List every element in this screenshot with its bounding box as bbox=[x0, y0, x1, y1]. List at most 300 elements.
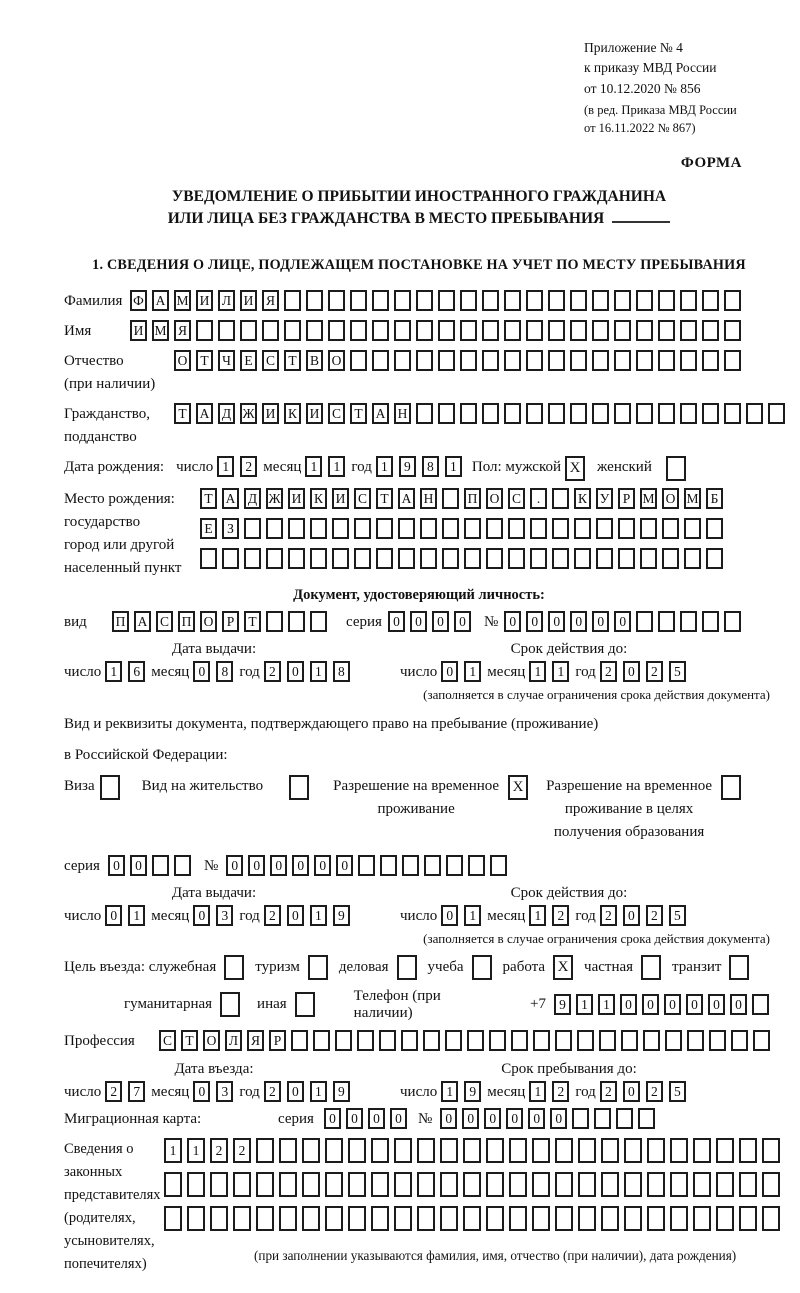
char-box bbox=[196, 320, 213, 341]
char-box: 0 bbox=[287, 1081, 304, 1102]
char-box: Р bbox=[222, 611, 239, 632]
surname-boxes bbox=[130, 290, 746, 311]
residence-doc-date-headings bbox=[64, 885, 774, 902]
char-box: 2 bbox=[233, 1138, 251, 1163]
char-box bbox=[357, 1030, 374, 1051]
char-box bbox=[482, 350, 499, 371]
char-box bbox=[670, 1138, 688, 1163]
migration-card-label: Миграционная карта: bbox=[64, 1110, 202, 1127]
char-box bbox=[570, 403, 587, 424]
char-box: А bbox=[134, 611, 151, 632]
surname-label: Фамилия bbox=[64, 292, 123, 309]
surname-row bbox=[64, 290, 774, 313]
patronymic-row bbox=[64, 350, 774, 396]
char-box: 1 bbox=[187, 1138, 205, 1163]
char-box bbox=[570, 290, 587, 311]
char-box bbox=[647, 1206, 665, 1231]
char-box: Т bbox=[350, 403, 367, 424]
char-box bbox=[442, 548, 459, 569]
char-box: 0 bbox=[440, 1108, 457, 1129]
char-box bbox=[647, 1138, 665, 1163]
char-box bbox=[440, 1206, 458, 1231]
month-label: месяц bbox=[487, 1083, 526, 1100]
char-box bbox=[680, 611, 697, 632]
char-box bbox=[638, 1108, 655, 1129]
annex-line: от 10.12.2020 № 856 bbox=[584, 80, 701, 96]
day-label: число bbox=[400, 1083, 438, 1100]
char-box bbox=[460, 320, 477, 341]
char-box bbox=[702, 611, 719, 632]
day-label: число bbox=[64, 1083, 102, 1100]
char-box: Е bbox=[200, 518, 217, 539]
char-box bbox=[618, 518, 635, 539]
doc-number-label: № bbox=[483, 613, 499, 630]
char-box: 0 bbox=[292, 855, 309, 876]
entry-date-headings bbox=[64, 1061, 774, 1078]
char-box bbox=[256, 1138, 274, 1163]
checkbox-other bbox=[295, 992, 315, 1017]
birth-date-label: Дата рождения: bbox=[64, 458, 165, 475]
char-box bbox=[394, 1138, 412, 1163]
char-box: 0 bbox=[336, 855, 353, 876]
char-box bbox=[552, 518, 569, 539]
char-box bbox=[164, 1172, 182, 1197]
visa-label: Виза bbox=[64, 777, 95, 794]
char-box bbox=[486, 548, 503, 569]
char-box bbox=[354, 518, 371, 539]
char-box: 0 bbox=[462, 1108, 479, 1129]
char-box bbox=[621, 1030, 638, 1051]
permit-issue-day-boxes bbox=[105, 905, 151, 928]
char-box: 0 bbox=[432, 611, 449, 632]
char-box: И bbox=[262, 403, 279, 424]
permit-valid-year-boxes bbox=[600, 905, 692, 928]
char-box: 0 bbox=[105, 905, 122, 926]
char-box: 1 bbox=[552, 661, 569, 682]
char-box: 9 bbox=[333, 905, 350, 926]
char-box bbox=[636, 403, 653, 424]
identity-doc-dates-row bbox=[64, 661, 774, 684]
char-box bbox=[624, 1206, 642, 1231]
char-box: 9 bbox=[399, 456, 416, 477]
char-box bbox=[401, 1030, 418, 1051]
char-box bbox=[482, 403, 499, 424]
char-box bbox=[398, 518, 415, 539]
char-box bbox=[555, 1030, 572, 1051]
citizenship-row bbox=[64, 403, 774, 449]
char-box bbox=[594, 1108, 611, 1129]
stay-until-heading: Срок пребывания до: bbox=[501, 1060, 637, 1077]
char-box bbox=[548, 350, 565, 371]
patronymic-boxes bbox=[174, 350, 746, 371]
char-box: 5 bbox=[669, 905, 686, 926]
char-box bbox=[218, 320, 235, 341]
checkbox-commercial bbox=[397, 955, 417, 980]
representatives-row bbox=[64, 1138, 774, 1276]
title-blank-underline bbox=[612, 209, 670, 223]
char-box: Ч bbox=[218, 350, 235, 371]
char-box bbox=[463, 1206, 481, 1231]
char-box: 0 bbox=[664, 994, 681, 1015]
char-box: 1 bbox=[328, 456, 345, 477]
permit-issue-month-boxes bbox=[193, 905, 239, 928]
char-box bbox=[614, 403, 631, 424]
day-label: число bbox=[400, 663, 438, 680]
char-box bbox=[380, 855, 397, 876]
char-box: 0 bbox=[441, 661, 458, 682]
birth-place-row bbox=[64, 488, 774, 580]
mc-series-boxes bbox=[324, 1108, 412, 1129]
doc-issue-month-boxes bbox=[193, 661, 239, 684]
char-box: 5 bbox=[669, 661, 686, 682]
checkbox-female bbox=[666, 456, 686, 481]
purpose-private bbox=[584, 955, 661, 980]
char-box bbox=[616, 1108, 633, 1129]
char-box bbox=[548, 290, 565, 311]
char-box bbox=[332, 548, 349, 569]
char-box: 1 bbox=[464, 905, 481, 926]
char-box bbox=[724, 611, 741, 632]
char-box: 0 bbox=[346, 1108, 363, 1129]
checkbox-humanitarian bbox=[220, 992, 240, 1017]
temp-permit-label: Разрешение на временное проживание bbox=[333, 777, 500, 818]
char-box bbox=[152, 855, 169, 876]
char-box: 0 bbox=[623, 1081, 640, 1102]
char-box: 7 bbox=[128, 1081, 145, 1102]
char-box: 0 bbox=[526, 611, 543, 632]
char-box bbox=[702, 350, 719, 371]
entry-dates-row bbox=[64, 1081, 774, 1104]
char-box bbox=[200, 548, 217, 569]
annex-line: к приказу МВД России bbox=[584, 60, 717, 76]
char-box bbox=[302, 1206, 320, 1231]
char-box bbox=[325, 1172, 343, 1197]
char-box bbox=[348, 1172, 366, 1197]
char-box: Р bbox=[269, 1030, 286, 1051]
profession-label: Профессия bbox=[64, 1032, 135, 1049]
representatives-label: Сведения о законных представителях (родителях, усыновителях, попечителях) bbox=[64, 1140, 161, 1272]
char-box bbox=[614, 350, 631, 371]
char-box bbox=[398, 548, 415, 569]
checkbox-visa bbox=[100, 775, 120, 800]
doc-kind-label: вид bbox=[64, 613, 87, 630]
checkbox-male: X bbox=[565, 456, 585, 481]
char-box bbox=[640, 548, 657, 569]
char-box: 1 bbox=[310, 905, 327, 926]
char-box bbox=[420, 548, 437, 569]
char-box bbox=[266, 548, 283, 569]
migration-card-row bbox=[64, 1108, 774, 1131]
char-box bbox=[371, 1206, 389, 1231]
issue-date-heading: Дата выдачи: bbox=[171, 884, 257, 901]
char-box bbox=[762, 1172, 780, 1197]
char-box: Ж bbox=[266, 488, 283, 509]
char-box bbox=[706, 548, 723, 569]
char-box: А bbox=[196, 403, 213, 424]
char-box: 9 bbox=[464, 1081, 481, 1102]
char-box bbox=[306, 320, 323, 341]
validity-note: (заполняется в случае ограничения срока действия документа) bbox=[423, 686, 770, 702]
char-box: А bbox=[222, 488, 239, 509]
birth-month-boxes bbox=[305, 456, 351, 477]
char-box bbox=[482, 290, 499, 311]
purpose-row-2 bbox=[64, 988, 774, 1022]
residence-doc-series-row bbox=[64, 855, 774, 878]
char-box bbox=[702, 320, 719, 341]
entry-year-boxes bbox=[264, 1081, 356, 1104]
char-box: 0 bbox=[410, 611, 427, 632]
doc-issue-day-boxes bbox=[105, 661, 151, 684]
char-box bbox=[746, 403, 763, 424]
char-box: 2 bbox=[240, 456, 257, 477]
char-box bbox=[762, 1206, 780, 1231]
char-box bbox=[371, 1172, 389, 1197]
citizenship-boxes bbox=[174, 403, 790, 424]
char-box: О bbox=[486, 488, 503, 509]
char-box bbox=[670, 1172, 688, 1197]
doc-valid-day-boxes bbox=[441, 661, 487, 684]
char-box bbox=[504, 320, 521, 341]
checkbox-edu-permit bbox=[721, 775, 741, 800]
doc-number-boxes bbox=[504, 611, 746, 632]
char-box: 0 bbox=[454, 611, 471, 632]
char-box: 0 bbox=[441, 905, 458, 926]
char-box: И bbox=[306, 403, 323, 424]
char-box: Л bbox=[218, 290, 235, 311]
year-label: год bbox=[575, 663, 596, 680]
char-box: Т bbox=[174, 403, 191, 424]
char-box bbox=[417, 1172, 435, 1197]
mc-series-label: серия bbox=[278, 1110, 314, 1127]
birth-year-boxes bbox=[376, 456, 468, 477]
checkbox-tourism bbox=[308, 955, 328, 980]
char-box: К bbox=[284, 403, 301, 424]
purpose-other-label: иная bbox=[257, 996, 287, 1013]
char-box: 0 bbox=[504, 611, 521, 632]
char-box bbox=[438, 290, 455, 311]
permit-valid-month-boxes bbox=[529, 905, 575, 928]
char-box bbox=[423, 1030, 440, 1051]
char-box bbox=[658, 320, 675, 341]
day-label: число bbox=[400, 907, 438, 924]
char-box bbox=[526, 290, 543, 311]
char-box: 1 bbox=[310, 661, 327, 682]
char-box bbox=[464, 548, 481, 569]
entry-date-heading: Дата въезда: bbox=[174, 1060, 254, 1077]
char-box: А bbox=[398, 488, 415, 509]
char-box: 6 bbox=[128, 661, 145, 682]
char-box bbox=[376, 548, 393, 569]
char-box: 9 bbox=[333, 1081, 350, 1102]
char-box bbox=[233, 1206, 251, 1231]
mc-number-label: № bbox=[417, 1110, 433, 1127]
char-box bbox=[706, 518, 723, 539]
char-box: 0 bbox=[642, 994, 659, 1015]
given-name-label: Имя bbox=[64, 322, 92, 339]
char-box bbox=[417, 1138, 435, 1163]
char-box: Д bbox=[244, 488, 261, 509]
annex-amendment-line: (в ред. Приказа МВД России bbox=[584, 102, 737, 117]
char-box bbox=[328, 320, 345, 341]
char-box bbox=[636, 350, 653, 371]
char-box bbox=[592, 320, 609, 341]
char-box bbox=[467, 1030, 484, 1051]
char-box: 2 bbox=[264, 1081, 281, 1102]
char-box: С bbox=[159, 1030, 176, 1051]
char-box bbox=[210, 1206, 228, 1231]
char-box bbox=[532, 1138, 550, 1163]
char-box: З bbox=[222, 518, 239, 539]
doc-issue-year-boxes bbox=[264, 661, 356, 684]
char-box bbox=[288, 548, 305, 569]
purpose-tourism-label: туризм bbox=[255, 958, 300, 975]
char-box: Т bbox=[200, 488, 217, 509]
char-box: 1 bbox=[576, 994, 593, 1015]
option-temp-permit bbox=[333, 775, 528, 822]
char-box: 0 bbox=[620, 994, 637, 1015]
char-box bbox=[244, 548, 261, 569]
char-box bbox=[350, 350, 367, 371]
char-box bbox=[256, 1172, 274, 1197]
char-box: У bbox=[596, 488, 613, 509]
char-box bbox=[394, 1206, 412, 1231]
char-box bbox=[684, 548, 701, 569]
char-box: 0 bbox=[686, 994, 703, 1015]
char-box: 1 bbox=[445, 456, 462, 477]
residence-doc-dates-row bbox=[64, 905, 774, 928]
char-box: 0 bbox=[314, 855, 331, 876]
char-box bbox=[446, 855, 463, 876]
char-box bbox=[636, 611, 653, 632]
char-box bbox=[724, 350, 741, 371]
char-box bbox=[486, 518, 503, 539]
char-box: 0 bbox=[592, 611, 609, 632]
char-box bbox=[445, 1030, 462, 1051]
char-box: 8 bbox=[422, 456, 439, 477]
char-box: О bbox=[203, 1030, 220, 1051]
char-box bbox=[164, 1206, 182, 1231]
annex-block bbox=[584, 38, 774, 137]
char-box bbox=[438, 320, 455, 341]
char-box bbox=[636, 320, 653, 341]
char-box: 0 bbox=[368, 1108, 385, 1129]
checkbox-private bbox=[641, 955, 661, 980]
residence-doc-options bbox=[64, 775, 774, 845]
char-box: А bbox=[372, 403, 389, 424]
char-box: А bbox=[152, 290, 169, 311]
purpose-commercial bbox=[339, 955, 417, 980]
char-box bbox=[279, 1206, 297, 1231]
checkbox-business bbox=[224, 955, 244, 980]
month-label: месяц bbox=[151, 907, 190, 924]
annex-amendment-line: от 16.11.2022 № 867) bbox=[584, 120, 696, 135]
purpose-tourism bbox=[255, 955, 328, 980]
char-box bbox=[693, 1206, 711, 1231]
char-box bbox=[614, 320, 631, 341]
char-box: Н bbox=[420, 488, 437, 509]
purpose-humanitarian-label: гуманитарная bbox=[124, 996, 213, 1013]
mc-number-boxes bbox=[440, 1108, 660, 1129]
char-box: К bbox=[310, 488, 327, 509]
char-box: 1 bbox=[598, 994, 615, 1015]
month-label: месяц bbox=[487, 663, 526, 680]
purpose-transit bbox=[672, 955, 749, 980]
char-box bbox=[463, 1172, 481, 1197]
char-box bbox=[372, 290, 389, 311]
char-box bbox=[577, 1030, 594, 1051]
char-box: 0 bbox=[287, 661, 304, 682]
option-residence-permit bbox=[142, 775, 309, 800]
char-box: . bbox=[530, 488, 547, 509]
char-box bbox=[578, 1172, 596, 1197]
char-box bbox=[731, 1030, 748, 1051]
char-box: Я bbox=[174, 320, 191, 341]
char-box bbox=[306, 290, 323, 311]
checkbox-work: X bbox=[553, 955, 573, 980]
char-box bbox=[509, 1206, 527, 1231]
year-label: год bbox=[575, 907, 596, 924]
char-box bbox=[618, 548, 635, 569]
char-box: 1 bbox=[376, 456, 393, 477]
char-box: 1 bbox=[464, 661, 481, 682]
char-box bbox=[240, 320, 257, 341]
day-label: число bbox=[64, 907, 102, 924]
char-box bbox=[438, 403, 455, 424]
stay-month-boxes bbox=[529, 1081, 575, 1104]
edu-permit-label: Разрешение на временное проживание в целях получения образования bbox=[546, 777, 713, 841]
entry-month-boxes bbox=[193, 1081, 239, 1104]
char-box: 0 bbox=[484, 1108, 501, 1129]
section1-heading: 1. СВЕДЕНИЯ О ЛИЦЕ, ПОДЛЕЖАЩЕМ ПОСТАНОВКЕ НА УЧЕТ ПО МЕСТУ ПРЕБЫВАНИЯ bbox=[92, 256, 746, 273]
char-box: 0 bbox=[614, 611, 631, 632]
phone-label: Телефон (при наличии) bbox=[353, 987, 441, 1021]
char-box bbox=[279, 1172, 297, 1197]
char-box bbox=[222, 548, 239, 569]
char-box bbox=[530, 518, 547, 539]
year-label: год bbox=[239, 907, 260, 924]
char-box: 0 bbox=[130, 855, 147, 876]
char-box bbox=[533, 1030, 550, 1051]
char-box bbox=[574, 548, 591, 569]
char-box: Т bbox=[244, 611, 261, 632]
char-box bbox=[460, 350, 477, 371]
char-box bbox=[658, 403, 675, 424]
char-box bbox=[555, 1172, 573, 1197]
char-box bbox=[592, 403, 609, 424]
char-box: 2 bbox=[105, 1081, 122, 1102]
char-box bbox=[680, 403, 697, 424]
char-box: Т bbox=[284, 350, 301, 371]
char-box: 8 bbox=[333, 661, 350, 682]
char-box bbox=[702, 290, 719, 311]
char-box bbox=[640, 518, 657, 539]
char-box bbox=[291, 1030, 308, 1051]
permit-series-boxes bbox=[108, 855, 196, 876]
char-box bbox=[310, 518, 327, 539]
char-box: 0 bbox=[623, 905, 640, 926]
char-box: С bbox=[354, 488, 371, 509]
char-box bbox=[532, 1172, 550, 1197]
char-box bbox=[555, 1138, 573, 1163]
char-box bbox=[599, 1030, 616, 1051]
char-box bbox=[662, 548, 679, 569]
day-label: число bbox=[176, 458, 214, 475]
char-box bbox=[739, 1138, 757, 1163]
profession-boxes bbox=[159, 1030, 775, 1051]
char-box bbox=[752, 994, 769, 1015]
char-box: 9 bbox=[554, 994, 571, 1015]
char-box: 0 bbox=[528, 1108, 545, 1129]
